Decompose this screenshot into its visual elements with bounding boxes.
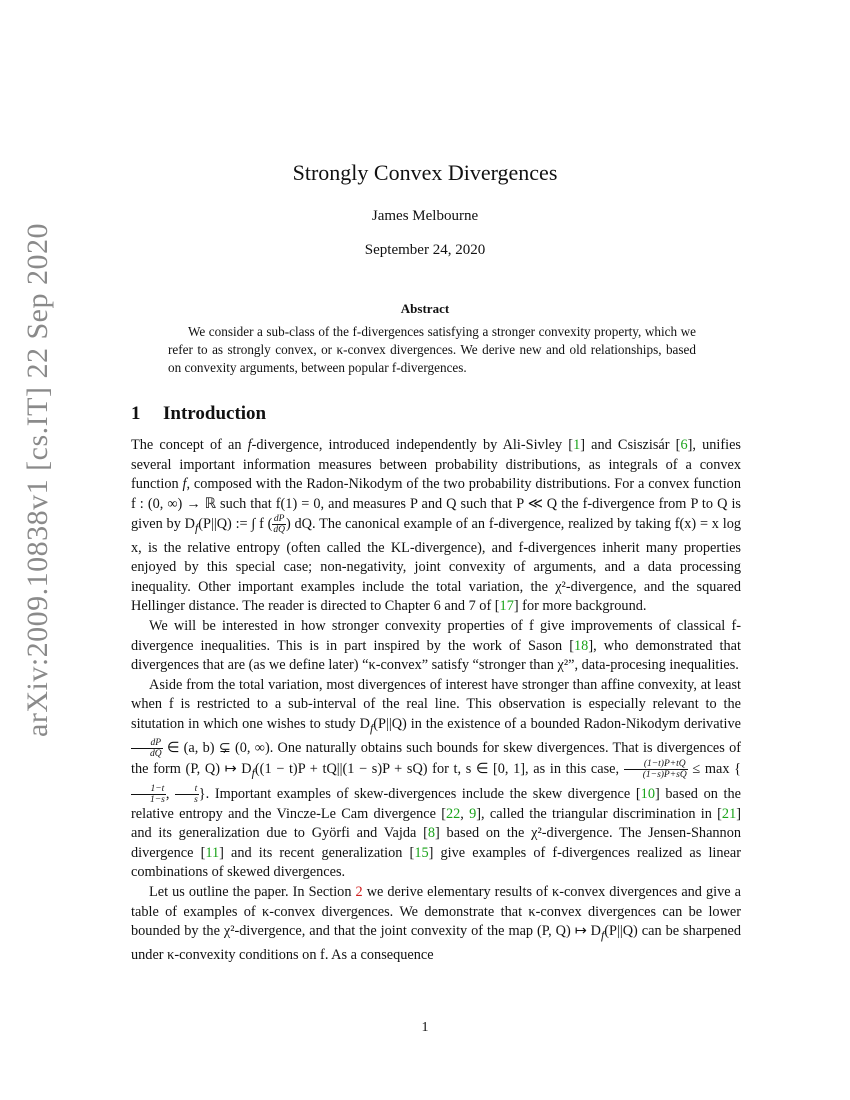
- citation-link[interactable]: 11: [205, 844, 220, 861]
- section-heading: [131, 403, 266, 425]
- fraction: $\frac{dP}{dQ}$: [131, 738, 163, 759]
- body-text: [131, 436, 741, 965]
- citation-link[interactable]: 6: [680, 437, 688, 453]
- section-reference-link[interactable]: 2: [355, 884, 363, 901]
- section-number: 1: [131, 403, 141, 424]
- fraction: $\frac{1-t}{1-s}$: [131, 784, 166, 805]
- citation-link[interactable]: 17: [499, 598, 514, 615]
- citation-link[interactable]: 15: [414, 844, 429, 861]
- fraction: $\frac{(1-t)P+tQ}{(1-s)P+sQ}$: [624, 759, 688, 780]
- abstract-text: We consider a sub-class of the f-divergences satisfying a stronger convexity property, which we refer to as strongly convex, or κ-convex divergences. We derive new and old relationships, based on convexity arguments, between popular f-divergences.: [168, 324, 696, 375]
- citation-link[interactable]: 1: [573, 437, 581, 453]
- citation-link[interactable]: 9: [469, 805, 477, 822]
- citation-link[interactable]: 21: [721, 805, 737, 822]
- arxiv-identifier: arXiv:2009.10838v1 [cs.IT] 22 Sep 2020: [21, 223, 54, 737]
- page-number: 1: [421, 1020, 429, 1035]
- paragraph-2: We will be interested in how stronger convexity properties of f give improvements of classical f-divergence inequalities. This is in part inspired by the work of Sason [18], who demonstrated that divergences that are (as we define later) “κ-convex” satisfy “stronger than χ²”, data-procesing inequalities.: [131, 617, 741, 674]
- paper-date: September 24, 2020: [364, 242, 486, 258]
- arxiv-stamp: [18, 223, 58, 737]
- paragraph-1: The concept of an f-divergence, introduced independently by Ali-Sivley [1] and Csiszisár [6], unifies several important information measures between probability distributions, as integrals of a convex function f, composed with the Radon-Nikodym of the two probability distributions. For a convex function f : (0, ∞) → ℝ such that f(1) = 0, and measures P and Q such that P ≪ Q the f-divergence from P to Q is given by $D_f(P||Q)$ := ∫ f ( $\frac{dP}{dQ}$ ) dQ. The canonical example of an f-divergence, realized by taking f(x) = x log x, is the relative entropy (often called the KL-divergence), and f-divergences inherit many properties enjoyed by this special case; non-negativity, joint convexity of arguments, and a data processing inequality. Other important examples include the total variation, the χ²-divergence, and the squared Hellinger distance. The reader is directed to Chapter 6 and 7 of [17] for more background.: [131, 437, 741, 615]
- fraction: $\frac{dP}{dQ}$: [273, 514, 285, 536]
- citation-link[interactable]: 10: [640, 785, 655, 802]
- citation-link[interactable]: 8: [427, 825, 436, 842]
- citation-link[interactable]: 18: [574, 637, 589, 654]
- paragraph-4: Let us outline the paper. In Section 2 we derive elementary results of κ-convex divergences and give a table of examples of κ-convex divergences. We demonstrate that κ-convex divergences can be lower bounded by the χ²-divergence, and that the joint convexity of the map (P, Q) ↦ $D_f(P||Q)$ can be sharpened under κ-convexity conditions on f. As a consequence: [131, 884, 741, 963]
- citation-link[interactable]: 22: [445, 805, 461, 822]
- paper-title: Strongly Convex Divergences: [292, 160, 558, 185]
- fraction: $\frac{t}{s}$: [175, 784, 199, 805]
- author-name: James Melbourne: [371, 208, 479, 224]
- abstract-heading: Abstract: [400, 301, 450, 316]
- paragraph-3: Aside from the total variation, most divergences of interest have stronger than affine convexity, at least when f is restricted to a sub-interval of the real line. This observation is especially relevant to the situtation in which one wishes to study $D_f(P||Q)$ in the existence of a bounded Radon-Nikodym derivative $\frac{dP}{dQ}$ ∈ (a, b) ⊊ (0, ∞). One naturally obtains such bounds for skew divergences. That is divergences of the form (P, Q) ↦ $D_f((1 - t)P + tQ||(1 - s)P + sQ)$ for t, s ∈ [0, 1], as in this case, $\frac{(1-t)P+tQ}{(1-s)P+sQ}$ ≤ max { $\frac{1-t}{1-s}$ , $\frac{t}{s}$ }. Important examples of skew-divergences include the skew divergence [10] based on the relative entropy and the Vincze-Le Cam divergence [22, 9], called the triangular discrimination in [21] and its generalization due to Györfi and Vajda [8] based on the χ²-divergence. The Jensen-Shannon divergence [11] and its recent generalization [15] give examples of f-divergences realized as linear combinations of skewed divergences.: [131, 676, 742, 881]
- section-title: Introduction: [163, 403, 267, 424]
